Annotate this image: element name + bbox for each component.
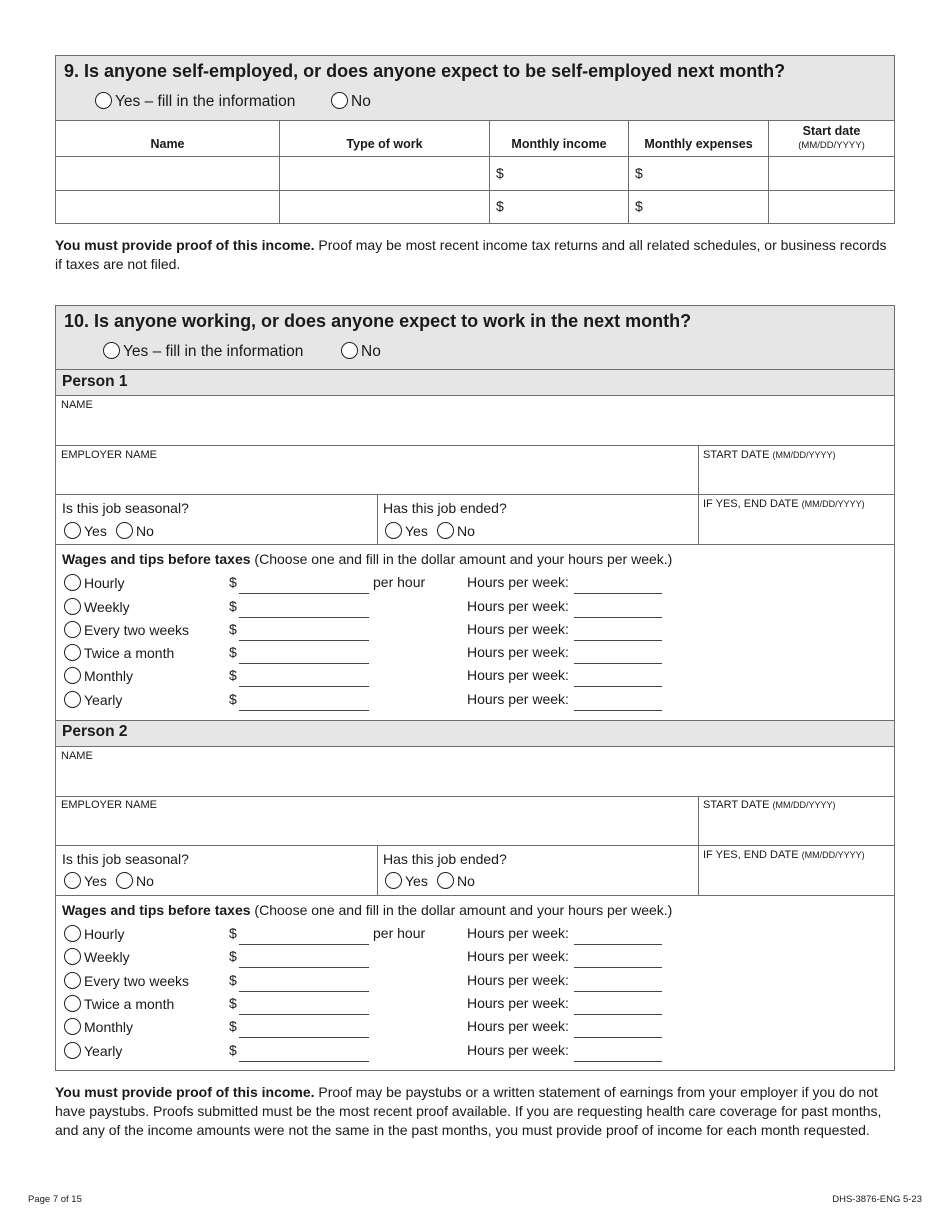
p2-hours-yearly-input[interactable] [574, 1045, 662, 1062]
radio-icon[interactable] [64, 1018, 81, 1035]
hours-label: Hours per week: [467, 574, 569, 590]
hours-label: Hours per week: [467, 667, 569, 683]
currency-symbol: $ [229, 574, 237, 590]
divider [55, 544, 895, 545]
radio-icon[interactable] [64, 598, 81, 615]
p1-hours-weekly-input[interactable] [574, 601, 662, 618]
p1-ended-question: Has this job ended? [383, 500, 507, 516]
currency-symbol: $ [229, 691, 237, 707]
currency-symbol: $ [229, 972, 237, 988]
hours-label: Hours per week: [467, 644, 569, 660]
p1-amount-twice-month-input[interactable] [239, 647, 369, 664]
col-header-monthly-expenses: Monthly expenses [644, 137, 753, 151]
divider [377, 494, 378, 544]
p2-name-label: NAME [61, 750, 93, 762]
p2-seasonal-no-radio[interactable] [116, 872, 133, 889]
p1-amount-weekly-input[interactable] [239, 601, 369, 618]
q9-row2-income-input[interactable] [490, 191, 628, 223]
q9-row1-startdate-input[interactable] [769, 157, 894, 190]
p1-hours-biweekly-input[interactable] [574, 624, 662, 641]
p1-ended-no[interactable]: No [437, 522, 475, 539]
p1-seasonal-no-radio[interactable] [116, 522, 133, 539]
q9-row1-income-input[interactable] [490, 157, 628, 190]
currency-symbol: $ [635, 165, 643, 181]
q9-row2-type-input[interactable] [280, 191, 489, 223]
p2-amount-monthly-input[interactable] [239, 1021, 369, 1038]
p1-amount-biweekly-input[interactable] [239, 624, 369, 641]
p2-freq-hourly[interactable]: Hourly [64, 925, 124, 942]
p2-freq-every-two-weeks[interactable]: Every two weeks [64, 972, 189, 989]
p2-amount-weekly-input[interactable] [239, 951, 369, 968]
p1-seasonal-question: Is this job seasonal? [62, 500, 189, 516]
q9-row2-startdate-input[interactable] [769, 191, 894, 223]
q9-title: 9. Is anyone self-employed, or does anyone expect to be self-employed next month? [64, 61, 786, 81]
p2-wages-heading: Wages and tips before taxes (Choose one and fill in the dollar amount and your hours per week.) [62, 902, 673, 918]
q10-yes-option[interactable]: Yes – fill in the information [103, 342, 303, 361]
p1-employer-input[interactable] [56, 446, 697, 494]
q9-row2-name-input[interactable] [56, 191, 279, 223]
p1-ended-no-radio[interactable] [437, 522, 454, 539]
p2-start-date-label: START DATE (MM/DD/YYYY) [703, 799, 836, 811]
hours-label: Hours per week: [467, 598, 569, 614]
p2-freq-monthly[interactable]: Monthly [64, 1018, 133, 1035]
p1-seasonal-yes-radio[interactable] [64, 522, 81, 539]
hours-label: Hours per week: [467, 621, 569, 637]
p1-freq-every-two-weeks[interactable]: Every two weeks [64, 621, 189, 638]
p2-seasonal-no[interactable]: No [116, 872, 154, 889]
p1-freq-monthly[interactable]: Monthly [64, 667, 133, 684]
currency-symbol: $ [229, 925, 237, 941]
radio-icon[interactable] [64, 667, 81, 684]
p2-hours-hourly-input[interactable] [574, 928, 662, 945]
currency-symbol: $ [229, 995, 237, 1011]
p2-hours-weekly-input[interactable] [574, 951, 662, 968]
divider [55, 120, 895, 121]
p2-amount-twice-month-input[interactable] [239, 998, 369, 1015]
p1-seasonal-yes[interactable]: Yes [64, 522, 107, 539]
q9-yes-option[interactable]: Yes – fill in the information [95, 92, 295, 111]
start-date-format: (MM/DD/YYYY) [798, 140, 865, 151]
currency-symbol: $ [496, 198, 504, 214]
radio-icon[interactable] [64, 621, 81, 638]
p2-name-input[interactable] [56, 747, 894, 796]
p1-amount-yearly-input[interactable] [239, 694, 369, 711]
p2-ended-no-radio[interactable] [437, 872, 454, 889]
currency-symbol: $ [229, 1042, 237, 1058]
per-hour-label: per hour [373, 925, 426, 941]
divider [55, 895, 895, 896]
p1-amount-monthly-input[interactable] [239, 670, 369, 687]
p1-end-date-input[interactable] [699, 495, 894, 543]
q10-no-option[interactable]: No [341, 342, 381, 361]
hours-label: Hours per week: [467, 925, 569, 941]
radio-icon[interactable] [64, 644, 81, 661]
currency-symbol: $ [496, 165, 504, 181]
p2-seasonal-yes-radio[interactable] [64, 872, 81, 889]
currency-symbol: $ [229, 598, 237, 614]
per-hour-label: per hour [373, 574, 426, 590]
currency-symbol: $ [229, 644, 237, 660]
p1-hours-hourly-input[interactable] [574, 577, 662, 594]
currency-symbol: $ [229, 1018, 237, 1034]
p1-freq-yearly[interactable]: Yearly [64, 691, 122, 708]
radio-icon[interactable] [64, 691, 81, 708]
p2-hours-monthly-input[interactable] [574, 1021, 662, 1038]
p1-employer-label: EMPLOYER NAME [61, 449, 157, 461]
q9-row2-expenses-input[interactable] [629, 191, 768, 223]
p2-ended-yes-radio[interactable] [385, 872, 402, 889]
q10-proof-note: You must provide proof of this income. Proof may be paystubs or a written statement of earnings from your employer if you do not have paystubs. Proofs submitted must be the most recent proof available. If you are requesting health care coverage for past months, and any of the income amounts were not the same in the past months, you must provide proof of income for each month requested. [55, 1084, 882, 1138]
q9-row1-name-input[interactable] [56, 157, 279, 190]
currency-symbol: $ [229, 948, 237, 964]
p2-ended-no[interactable]: No [437, 872, 475, 889]
p2-freq-twice-a-month[interactable]: Twice a month [64, 995, 174, 1012]
divider [377, 845, 378, 895]
hours-label: Hours per week: [467, 1018, 569, 1034]
person1-heading: Person 1 [62, 373, 128, 390]
p1-seasonal-no[interactable]: No [116, 522, 154, 539]
col-header-type-of-work: Type of work [346, 137, 423, 151]
currency-symbol: $ [635, 198, 643, 214]
col-header-start-date: Start date [802, 124, 861, 138]
p1-hours-twice-month-input[interactable] [574, 647, 662, 664]
person1-header [56, 370, 894, 395]
person2-heading: Person 2 [62, 723, 128, 740]
p2-end-date-label: IF YES, END DATE (MM/DD/YYYY) [703, 849, 865, 861]
radio-icon[interactable] [64, 948, 81, 965]
p2-freq-yearly[interactable]: Yearly [64, 1042, 122, 1059]
radio-icon[interactable] [64, 972, 81, 989]
hours-label: Hours per week: [467, 691, 569, 707]
p1-ended-yes-radio[interactable] [385, 522, 402, 539]
currency-symbol: $ [229, 667, 237, 683]
col-header-name: Name [150, 137, 185, 151]
p2-employer-label: EMPLOYER NAME [61, 799, 157, 811]
q10-title: 10. Is anyone working, or does anyone expect to work in the next month? [64, 311, 692, 331]
p2-ended-question: Has this job ended? [383, 851, 507, 867]
p2-start-date-input[interactable] [699, 797, 894, 845]
p2-employer-input[interactable] [56, 797, 697, 845]
p1-hours-monthly-input[interactable] [574, 670, 662, 687]
q9-yes-radio[interactable] [95, 92, 112, 109]
p1-start-date-input[interactable] [699, 446, 894, 494]
p2-amount-biweekly-input[interactable] [239, 975, 369, 992]
p1-wages-heading: Wages and tips before taxes (Choose one and fill in the dollar amount and your hours per week.) [62, 551, 673, 567]
q9-no-option[interactable]: No [331, 92, 371, 111]
radio-icon[interactable] [64, 995, 81, 1012]
q9-row1-type-input[interactable] [280, 157, 489, 190]
p2-end-date-input[interactable] [699, 846, 894, 894]
radio-icon[interactable] [64, 574, 81, 591]
p1-amount-hourly-input[interactable] [239, 577, 369, 594]
radio-icon[interactable] [64, 1042, 81, 1059]
p1-freq-weekly[interactable]: Weekly [64, 598, 130, 615]
p1-start-date-label: START DATE (MM/DD/YYYY) [703, 449, 836, 461]
q10-no-radio[interactable] [341, 342, 358, 359]
p1-ended-yes[interactable]: Yes [385, 522, 428, 539]
q9-no-radio[interactable] [331, 92, 348, 109]
p2-amount-hourly-input[interactable] [239, 928, 369, 945]
p1-hours-yearly-input[interactable] [574, 694, 662, 711]
hours-label: Hours per week: [467, 995, 569, 1011]
p2-amount-yearly-input[interactable] [239, 1045, 369, 1062]
person2-header [56, 721, 894, 746]
col-header-monthly-income: Monthly income [511, 137, 607, 151]
radio-icon[interactable] [64, 925, 81, 942]
q10-yes-radio[interactable] [103, 342, 120, 359]
p1-end-date-label: IF YES, END DATE (MM/DD/YYYY) [703, 498, 865, 510]
p2-hours-biweekly-input[interactable] [574, 975, 662, 992]
hours-label: Hours per week: [467, 1042, 569, 1058]
p1-freq-twice-a-month[interactable]: Twice a month [64, 644, 174, 661]
currency-symbol: $ [229, 621, 237, 637]
p2-ended-yes[interactable]: Yes [385, 872, 428, 889]
form-id: DHS-3876-ENG 5-23 [832, 1194, 922, 1205]
p1-name-input[interactable] [56, 396, 894, 445]
p2-hours-twice-month-input[interactable] [574, 998, 662, 1015]
q9-proof-note: You must provide proof of this income. Proof may be most recent income tax returns and all related schedules, or business records if taxes are not filed. [55, 237, 887, 272]
page-number: Page 7 of 15 [28, 1194, 82, 1205]
p2-seasonal-yes[interactable]: Yes [64, 872, 107, 889]
q9-row1-expenses-input[interactable] [629, 157, 768, 190]
p2-seasonal-question: Is this job seasonal? [62, 851, 189, 867]
hours-label: Hours per week: [467, 948, 569, 964]
p2-freq-weekly[interactable]: Weekly [64, 948, 130, 965]
hours-label: Hours per week: [467, 972, 569, 988]
p1-freq-hourly[interactable]: Hourly [64, 574, 124, 591]
p1-name-label: NAME [61, 399, 93, 411]
